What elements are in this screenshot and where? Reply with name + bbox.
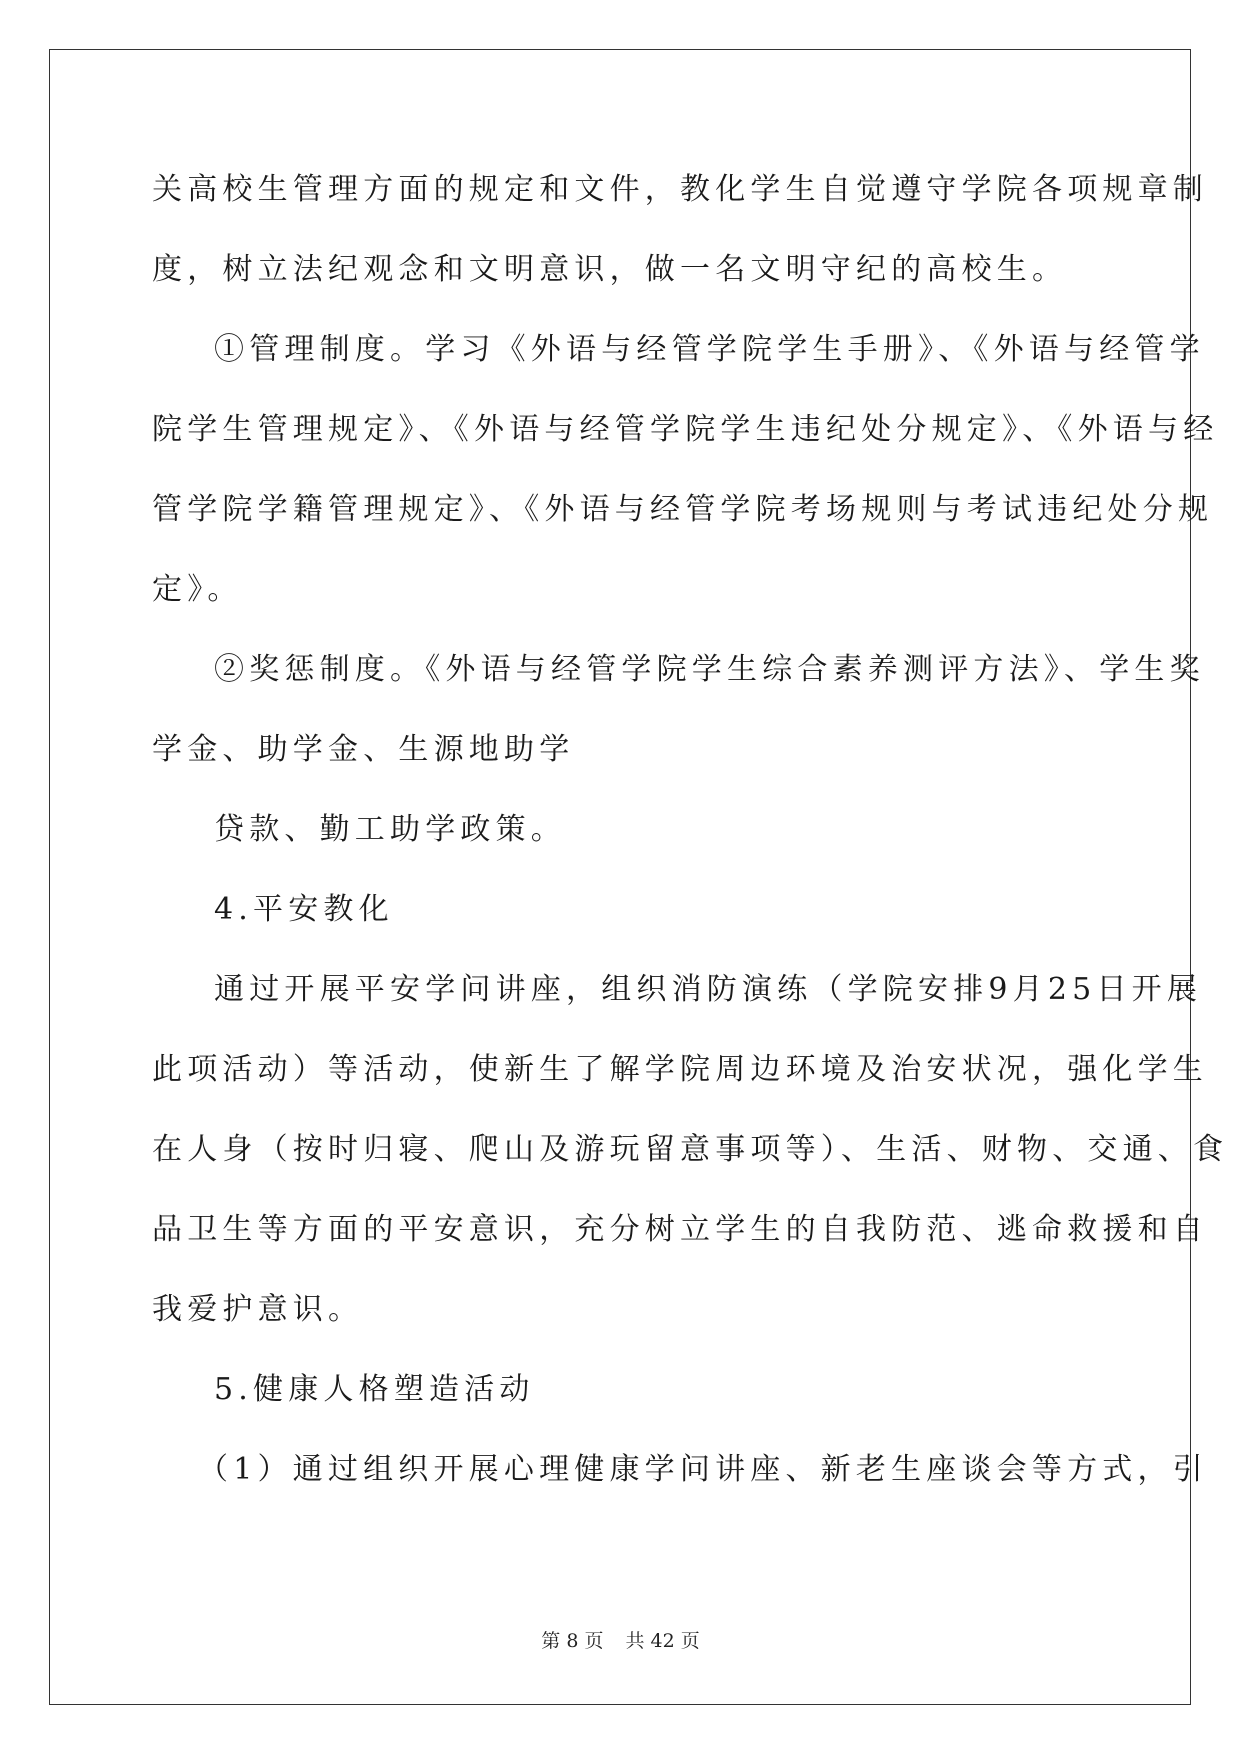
text-line: 在人身（按时归寝、爬山及游玩留意事项等）、生活、财物、交通、食 — [152, 1132, 1229, 1167]
text-line: 通过开展平安学问讲座，组织消防演练（学院安排9月25日开展 — [214, 972, 1203, 1007]
section-heading: 5.健康人格塑造活动 — [214, 1372, 535, 1407]
text-line: ②奖惩制度。《外语与经管学院学生综合素养测评方法》、学生奖 — [214, 652, 1205, 687]
page-total: 共 42 页 — [625, 1630, 700, 1652]
text-line: （1）通过组织开展心理健康学问讲座、新老生座谈会等方式，引 — [198, 1452, 1208, 1487]
text-line: 院学生管理规定》、《外语与经管学院学生违纪处分规定》、《外语与经 — [152, 412, 1219, 447]
text-line: 学金、助学金、生源地助学 — [152, 732, 575, 767]
text-line: 定》。 — [152, 572, 243, 607]
text-line: 度，树立法纪观念和文明意识，做一名文明守纪的高校生。 — [152, 252, 1068, 287]
text-line: 管学院学籍管理规定》、《外语与经管学院考场规则与考试违纪处分规 — [152, 492, 1214, 527]
text-line: ①管理制度。学习《外语与经管学院学生手册》、《外语与经管学 — [214, 332, 1205, 367]
text-line: 此项活动）等活动，使新生了解学院周边环境及治安状况，强化学生 — [152, 1052, 1208, 1087]
page-number: 第 8 页 — [541, 1630, 604, 1652]
page-footer — [0, 1626, 1241, 1653]
section-heading: 4.平安教化 — [214, 892, 394, 927]
document-body — [152, 160, 1229, 1520]
text-line: 关高校生管理方面的规定和文件，教化学生自觉遵守学院各项规章制 — [152, 172, 1208, 207]
text-line: 贷款、勤工助学政策。 — [214, 812, 566, 847]
text-line: 我爱护意识。 — [152, 1292, 364, 1327]
text-line: 品卫生等方面的平安意识，充分树立学生的自我防范、逃命救援和自 — [152, 1212, 1208, 1247]
